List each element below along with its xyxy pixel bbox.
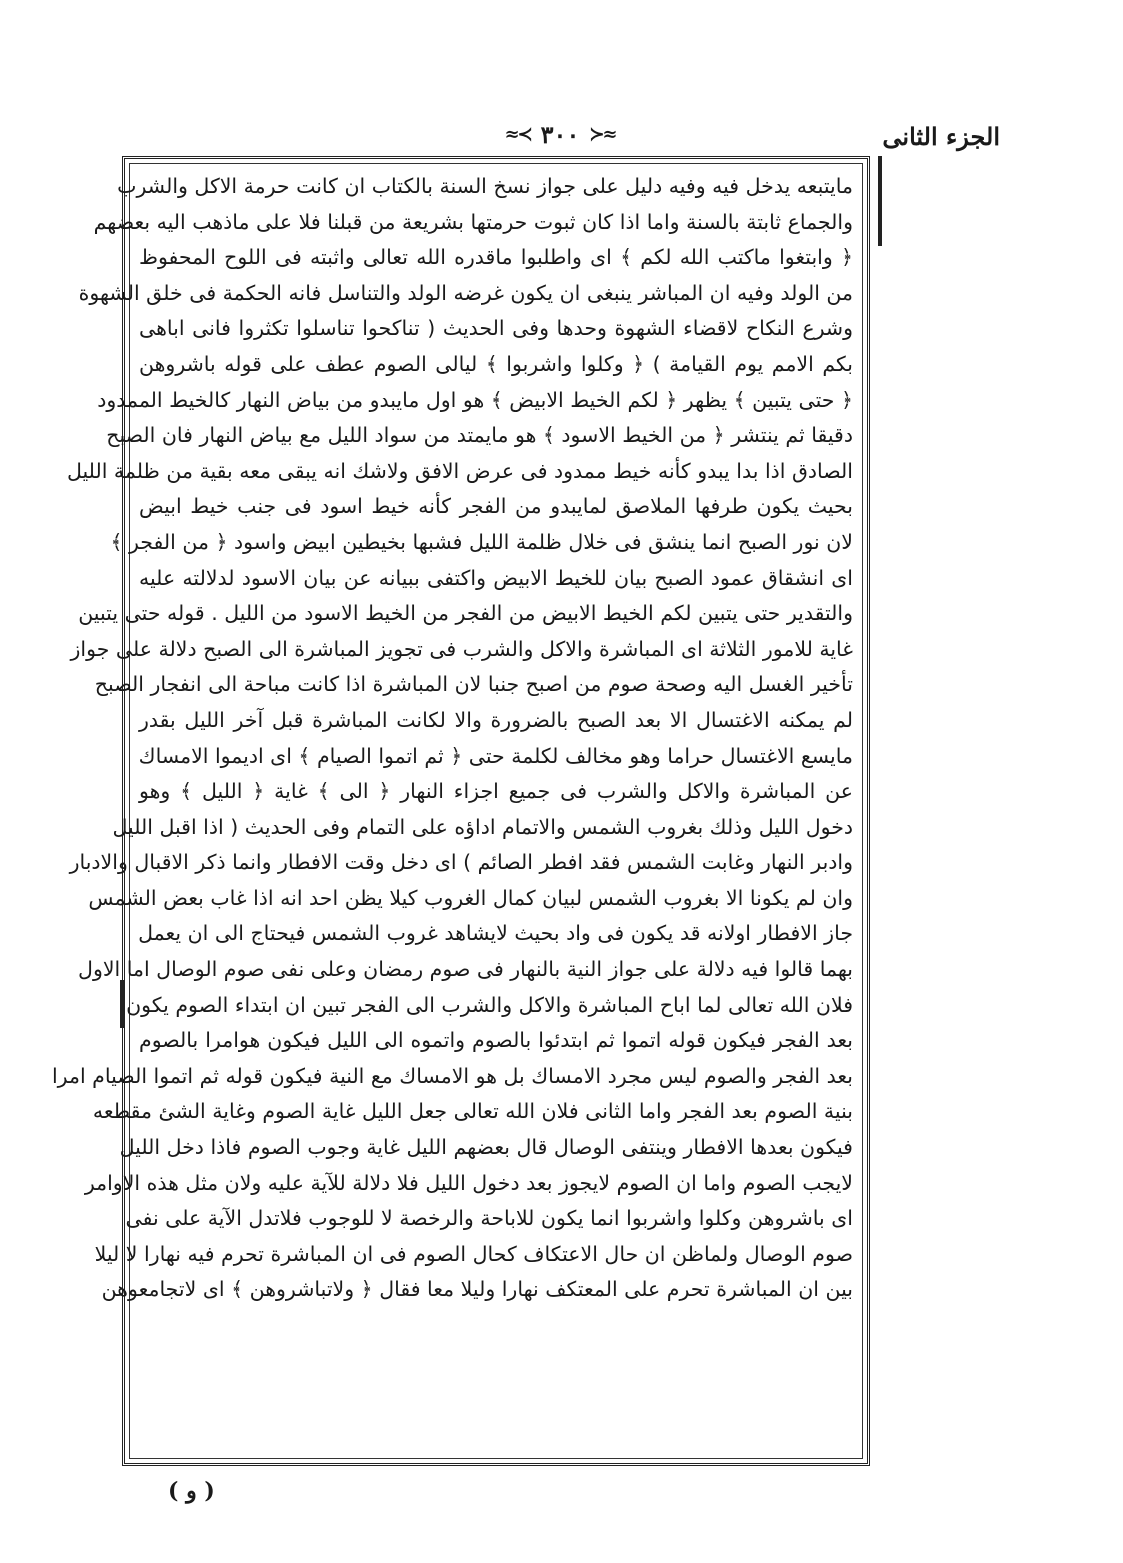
text-line: بنية الصوم بعد الفجر واما الثانى فلان الله تعالى جعل الليل غاية الصوم وغاية الشئ مقطعه xyxy=(92,1099,853,1124)
text-line: لايجب الصوم واما ان الصوم لايجوز بعد دخول الليل فلا دلالة للآية عليه ولان مثل هذه الاوامر xyxy=(84,1170,853,1195)
text-line: والتقدير حتى يتبين لكم الخيط الابيض من الفجر من الخيط الاسود من الليل . قوله حتى يتبين xyxy=(78,601,853,626)
text-line: وان لم يكونا الا بغروب الشمس لبيان كمال الغروب كيلا يظن احد انه اذا غاب بعض الشمس xyxy=(88,885,853,910)
text-line: وشرع النكاح لاقضاء الشهوة وحدها وفى الحديث ( تناكحوا تناسلوا تكثروا فانى اباهى xyxy=(139,316,853,341)
text-line: لان نور الصبح انما ينشق فى خلال ظلمة الليل فشبها بخيطين ابيض واسود ﴿ من الفجر ﴾ xyxy=(110,529,853,554)
text-line: بكم الامم يوم القيامة ) ﴿ وكلوا واشربوا ﴾ ليالى الصوم عطف على قوله باشروهن xyxy=(139,351,853,376)
text-body xyxy=(51,169,853,1308)
text-line: فيكون بعدها الافطار وينتفى الوصال قال بعضهم الليل غاية وجوب الصوم فاذا دخل الليل xyxy=(119,1135,853,1160)
text-line: بهما قالوا فيه دلالة على جواز النية بالنهار فى صوم رمضان وعلى نفى صوم الوصال اما الاول xyxy=(78,957,853,982)
text-line: لم يمكنه الاغتسال الا بعد الصبح بالضرورة والا لكانت المباشرة قبل آخر الليل بقدر xyxy=(139,707,853,732)
text-line: بعد الفجر والصوم ليس مجرد الامساك بل هو الامساك مع النية فيكون قوله ثم اتموا الصيام امرا xyxy=(51,1063,853,1088)
text-line: ﴿ وابتغوا ماكتب الله لكم ﴾ اى واطلبوا ماقدره الله تعالى واثبته فى اللوح المحفوظ xyxy=(139,245,853,270)
text-line: صوم الوصال ولماظن ان حال الاعتكاف كحال الصوم فى ان المباشرة تحرم فيه نهارا لا ليلا xyxy=(94,1241,853,1266)
text-line: عن المباشرة والاكل والشرب فى جميع اجزاء النهار ﴿ الى ﴾ غاية ﴿ الليل ﴾ وهو xyxy=(139,779,853,804)
text-line: بعد الفجر فيكون قوله اتموا ثم ابتدئوا بالصوم واتموه الى الليل فيكون هوامرا بالصوم xyxy=(139,1028,853,1053)
text-line: والجماع ثابتة بالسنة واما اذا كان ثبوت حرمتها بشريعة من قبلنا فلا على ماذهب اليه بعضهم xyxy=(93,209,853,234)
text-line: مايسع الاغتسال حراما وهو مخالف لكلمة حتى ﴿ ثم اتموا الصيام ﴾ اى اديموا الامساك xyxy=(138,743,853,768)
text-line: بين ان المباشرة تحرم على المعتكف نهارا وليلا معا فقال ﴿ ولاتباشروهن ﴾ اى لاتجامعوهن xyxy=(101,1277,853,1302)
text-line: من الولد وفيه ان المباشر ينبغى ان يكون غرضه الولد والتناسل فانه الحكمة فى خلق الشهوة xyxy=(78,280,853,305)
text-line: وادبر النهار وغابت الشمس فقد افطر الصائم ) اى دخل وقت الافطار وانما ذكر الاقبال والادبار xyxy=(69,850,853,875)
text-line: اى انشقاق عمود الصبح بيان للخيط الابيض واكتفى ببيانه عن بيان الاسود لدلالته عليه xyxy=(139,565,853,590)
text-line: فلان الله تعالى لما اباح المباشرة والاكل والشرب الى الفجر تبين ان ابتداء الصوم يكون xyxy=(126,992,853,1017)
text-line: ﴿ حتى يتبين ﴾ يظهر ﴿ لكم الخيط الابيض ﴾ هو اول مايبدو من بياض النهار كالخيط الممدود xyxy=(97,387,853,412)
text-line: تأخير الغسل اليه وصحة صوم من اصبح جنبا لان المباشرة اذا كانت مباحة الى انفجار الصبح xyxy=(94,672,853,697)
text-line: دقيقا ثم ينتشر ﴿ من الخيط الاسود ﴾ هو مايمتد من سواد الليل مع بياض النهار فان الصبح xyxy=(106,423,853,448)
text-line: غاية للامور الثلاثة اى المباشرة والاكل والشرب فى تجويز المباشرة الى الصبح دلالة على جواز xyxy=(70,636,853,661)
text-line: جاز الافطار اولانه قد يكون فى واد بحيث لايشاهد غروب الشمس فيحتاج الى ان يعمل xyxy=(138,921,853,946)
ornament-left-icon: ≈≺ xyxy=(504,124,531,145)
text-line: مايتبعه يدخل فيه وفيه دليل على جواز نسخ السنة بالكتاب ان كانت حرمة الاكل والشرب xyxy=(117,174,853,198)
text-line: الصادق اذا بدا يبدو كأنه خيط ممدود فى عرض الافق ولاشك انه يبقى معه بقية من ظلمة الليل xyxy=(66,458,853,483)
text-line: دخول الليل وذلك بغروب الشمس والاتمام اداؤه على التمام وفى الحديث ( اذا اقبل الليل xyxy=(112,814,853,839)
page-number: ٣٠٠ xyxy=(540,120,580,149)
page-header xyxy=(120,118,1000,154)
frame-margin-mark xyxy=(878,156,882,246)
part-label: الجزء الثانى xyxy=(882,122,1000,151)
text-frame xyxy=(51,156,870,1466)
page-number-block xyxy=(504,120,615,149)
ornament-right-icon: ≻≈ xyxy=(589,124,616,145)
text-line: بحيث يكون طرفها الملاصق لمايبدو من الفجر كأنه خيط اسود فى جنب خيط ابيض xyxy=(139,494,853,519)
text-line: اى باشروهن وكلوا واشربوا انما يكون للاباحة والرخصة لا للوجوب فلاتدل الآية على نفى xyxy=(125,1206,853,1231)
signature-mark: ( و ) xyxy=(168,1478,215,1504)
